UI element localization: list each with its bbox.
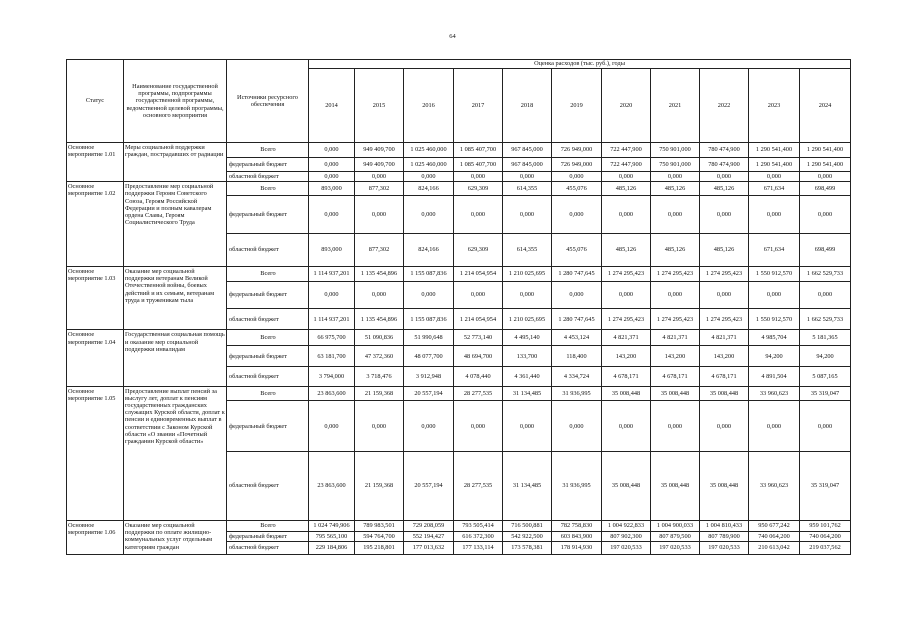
- table-row: [67, 143, 851, 158]
- value-cell: 0,000: [309, 143, 355, 158]
- sources-header: Источники ресурсного обеспечения: [227, 60, 309, 143]
- value-cell: 0,000: [309, 195, 355, 233]
- year-header: 2021: [651, 69, 700, 143]
- value-cell: 33 960,623: [749, 452, 800, 521]
- value-cell: 0,000: [602, 281, 651, 309]
- value-cell: 1 114 937,201: [309, 266, 355, 281]
- source-cell: федеральный бюджет: [227, 157, 309, 171]
- source-cell: областной бюджет: [227, 171, 309, 182]
- value-cell: 35 008,448: [700, 452, 749, 521]
- value-cell: 1 025 460,000: [404, 143, 454, 158]
- value-cell: 20 557,194: [404, 452, 454, 521]
- value-cell: 35 008,448: [651, 386, 700, 401]
- source-cell: областной бюджет: [227, 367, 309, 386]
- source-cell: федеральный бюджет: [227, 346, 309, 367]
- value-cell: 0,000: [651, 195, 700, 233]
- value-cell: 740 064,200: [800, 531, 851, 542]
- value-cell: 0,000: [552, 281, 602, 309]
- value-cell: 1 085 407,700: [454, 143, 503, 158]
- value-cell: 229 184,806: [309, 542, 355, 555]
- value-cell: 1 274 295,423: [651, 266, 700, 281]
- value-cell: 143,200: [651, 346, 700, 367]
- value-cell: 4 495,140: [503, 330, 552, 346]
- value-cell: 722 447,900: [602, 143, 651, 158]
- value-cell: 1 280 747,645: [552, 309, 602, 330]
- value-cell: 1 290 541,400: [749, 143, 800, 158]
- budget-table: [66, 59, 851, 555]
- value-cell: 0,000: [552, 195, 602, 233]
- year-header: 2023: [749, 69, 800, 143]
- value-cell: 133,700: [503, 346, 552, 367]
- value-cell: 485,126: [602, 234, 651, 267]
- value-cell: 0,000: [800, 401, 851, 452]
- value-cell: 0,000: [552, 401, 602, 452]
- table-row: [67, 520, 851, 531]
- value-cell: 0,000: [309, 157, 355, 171]
- value-cell: 143,200: [602, 346, 651, 367]
- value-cell: 0,000: [700, 195, 749, 233]
- value-cell: 1 274 295,423: [700, 266, 749, 281]
- value-cell: 0,000: [749, 195, 800, 233]
- value-cell: 143,200: [700, 346, 749, 367]
- measure-name-cell: Государственная социальная помощь и оказание мер социальной поддержки инвалидам: [124, 330, 227, 386]
- year-header: 2022: [700, 69, 749, 143]
- value-cell: 485,126: [602, 182, 651, 196]
- value-cell: 178 914,930: [552, 542, 602, 555]
- value-cell: 1 214 054,954: [454, 309, 503, 330]
- value-cell: 31 134,485: [503, 452, 552, 521]
- value-cell: 33 960,623: [749, 386, 800, 401]
- value-cell: 51 090,836: [355, 330, 404, 346]
- value-cell: 0,000: [355, 171, 404, 182]
- status-cell: Основное мероприятие 1.04: [67, 330, 124, 386]
- value-cell: 793 505,414: [454, 520, 503, 531]
- source-cell: Всего: [227, 182, 309, 196]
- value-cell: 629,309: [454, 234, 503, 267]
- source-cell: федеральный бюджет: [227, 531, 309, 542]
- value-cell: 1 004 922,833: [602, 520, 651, 531]
- value-cell: 795 565,100: [309, 531, 355, 542]
- status-cell: Основное мероприятие 1.01: [67, 143, 124, 182]
- estimate-header: Оценка расходов (тыс. руб.), годы: [309, 60, 851, 69]
- value-cell: 94,200: [800, 346, 851, 367]
- value-cell: 782 758,830: [552, 520, 602, 531]
- value-cell: 0,000: [700, 281, 749, 309]
- value-cell: 0,000: [404, 195, 454, 233]
- value-cell: 1 550 912,570: [749, 266, 800, 281]
- year-header: 2019: [552, 69, 602, 143]
- year-header: 2018: [503, 69, 552, 143]
- source-cell: Всего: [227, 520, 309, 531]
- value-cell: 485,126: [651, 182, 700, 196]
- source-cell: областной бюджет: [227, 309, 309, 330]
- value-cell: 4 891,504: [749, 367, 800, 386]
- value-cell: 197 020,533: [651, 542, 700, 555]
- value-cell: 1 135 454,896: [355, 266, 404, 281]
- value-cell: 4 821,371: [700, 330, 749, 346]
- value-cell: 1 025 460,000: [404, 157, 454, 171]
- value-cell: 0,000: [454, 281, 503, 309]
- value-cell: 0,000: [503, 401, 552, 452]
- value-cell: 1 214 054,954: [454, 266, 503, 281]
- value-cell: 48 077,700: [404, 346, 454, 367]
- value-cell: 1 280 747,645: [552, 266, 602, 281]
- value-cell: 893,000: [309, 234, 355, 267]
- value-cell: 877,302: [355, 182, 404, 196]
- value-cell: 1 274 295,423: [602, 309, 651, 330]
- value-cell: 1 662 529,733: [800, 266, 851, 281]
- value-cell: 35 319,047: [800, 452, 851, 521]
- value-cell: 877,302: [355, 234, 404, 267]
- value-cell: 1 274 295,423: [651, 309, 700, 330]
- page-number: 64: [449, 33, 456, 40]
- value-cell: 614,355: [503, 234, 552, 267]
- source-cell: областной бюджет: [227, 234, 309, 267]
- value-cell: 31 936,995: [552, 452, 602, 521]
- value-cell: 698,499: [800, 234, 851, 267]
- source-cell: областной бюджет: [227, 452, 309, 521]
- value-cell: 28 277,535: [454, 452, 503, 521]
- value-cell: 4 453,124: [552, 330, 602, 346]
- value-cell: 726 949,000: [552, 143, 602, 158]
- table-row: [67, 266, 851, 281]
- value-cell: 35 008,448: [651, 452, 700, 521]
- measure-name-cell: Оказание мер социальной поддержки ветеранам Великой Отечественной войны, боевых действий и их семьям, ветеранам труда и труженикам тыла: [124, 266, 227, 330]
- value-cell: 780 474,900: [700, 157, 749, 171]
- value-cell: 0,000: [749, 281, 800, 309]
- value-cell: 0,000: [602, 171, 651, 182]
- value-cell: 0,000: [503, 195, 552, 233]
- value-cell: 177 133,114: [454, 542, 503, 555]
- value-cell: 789 983,501: [355, 520, 404, 531]
- value-cell: 1 210 025,695: [503, 309, 552, 330]
- value-cell: 485,126: [700, 182, 749, 196]
- value-cell: 48 694,700: [454, 346, 503, 367]
- value-cell: 0,000: [800, 281, 851, 309]
- value-cell: 0,000: [700, 171, 749, 182]
- value-cell: 5 181,365: [800, 330, 851, 346]
- value-cell: 949 409,700: [355, 157, 404, 171]
- value-cell: 51 990,648: [404, 330, 454, 346]
- value-cell: 177 013,632: [404, 542, 454, 555]
- value-cell: 893,000: [309, 182, 355, 196]
- value-cell: 0,000: [800, 195, 851, 233]
- value-cell: 4 334,724: [552, 367, 602, 386]
- value-cell: 4 078,440: [454, 367, 503, 386]
- value-cell: 0,000: [602, 195, 651, 233]
- value-cell: 949 409,700: [355, 143, 404, 158]
- value-cell: 63 181,700: [309, 346, 355, 367]
- value-cell: 1 155 087,836: [404, 266, 454, 281]
- value-cell: 1 085 407,700: [454, 157, 503, 171]
- value-cell: 1 004 810,433: [700, 520, 749, 531]
- value-cell: 3 794,000: [309, 367, 355, 386]
- value-cell: 21 159,368: [355, 386, 404, 401]
- value-cell: 173 578,381: [503, 542, 552, 555]
- value-cell: 197 020,533: [602, 542, 651, 555]
- value-cell: 0,000: [552, 171, 602, 182]
- value-cell: 4 678,171: [651, 367, 700, 386]
- value-cell: 967 845,000: [503, 143, 552, 158]
- value-cell: 671,634: [749, 182, 800, 196]
- value-cell: 35 008,448: [602, 386, 651, 401]
- value-cell: 52 773,140: [454, 330, 503, 346]
- value-cell: 616 372,300: [454, 531, 503, 542]
- value-cell: 1 114 937,201: [309, 309, 355, 330]
- value-cell: 542 922,500: [503, 531, 552, 542]
- value-cell: 1 274 295,423: [700, 309, 749, 330]
- value-cell: 1 135 454,896: [355, 309, 404, 330]
- value-cell: 780 474,900: [700, 143, 749, 158]
- source-cell: Всего: [227, 266, 309, 281]
- header-row-top: [67, 60, 851, 69]
- value-cell: 195 218,801: [355, 542, 404, 555]
- value-cell: 1 024 749,906: [309, 520, 355, 531]
- value-cell: 0,000: [749, 401, 800, 452]
- value-cell: 4 985,704: [749, 330, 800, 346]
- name-header: Наименование государственной программы, подпрограммы государственной программы, ведомственной целевой программы, основного мероприятия: [124, 60, 227, 143]
- value-cell: 0,000: [454, 195, 503, 233]
- value-cell: 1 210 025,695: [503, 266, 552, 281]
- value-cell: 729 208,059: [404, 520, 454, 531]
- value-cell: 807 879,500: [651, 531, 700, 542]
- value-cell: 959 101,762: [800, 520, 851, 531]
- value-cell: 1 550 912,570: [749, 309, 800, 330]
- value-cell: 0,000: [602, 401, 651, 452]
- value-cell: 21 159,368: [355, 452, 404, 521]
- year-header: 2015: [355, 69, 404, 143]
- source-cell: Всего: [227, 330, 309, 346]
- value-cell: 23 863,600: [309, 386, 355, 401]
- value-cell: 5 087,165: [800, 367, 851, 386]
- value-cell: 4 678,171: [602, 367, 651, 386]
- status-cell: Основное мероприятие 1.02: [67, 182, 124, 267]
- value-cell: 0,000: [309, 171, 355, 182]
- value-cell: 0,000: [454, 401, 503, 452]
- source-cell: федеральный бюджет: [227, 281, 309, 309]
- value-cell: 0,000: [700, 401, 749, 452]
- value-cell: 197 020,533: [700, 542, 749, 555]
- value-cell: 0,000: [404, 401, 454, 452]
- value-cell: 485,126: [700, 234, 749, 267]
- status-header: Статус: [67, 60, 124, 143]
- value-cell: 750 901,000: [651, 157, 700, 171]
- value-cell: 671,634: [749, 234, 800, 267]
- value-cell: 722 447,900: [602, 157, 651, 171]
- value-cell: 750 901,000: [651, 143, 700, 158]
- value-cell: 23 863,600: [309, 452, 355, 521]
- value-cell: 455,076: [552, 234, 602, 267]
- value-cell: 824,166: [404, 234, 454, 267]
- value-cell: 0,000: [503, 281, 552, 309]
- value-cell: 4 821,371: [651, 330, 700, 346]
- value-cell: 0,000: [355, 401, 404, 452]
- value-cell: 0,000: [651, 171, 700, 182]
- value-cell: 726 949,000: [552, 157, 602, 171]
- value-cell: 3 718,476: [355, 367, 404, 386]
- value-cell: 1 290 541,400: [749, 157, 800, 171]
- value-cell: 1 155 087,836: [404, 309, 454, 330]
- source-cell: областной бюджет: [227, 542, 309, 555]
- value-cell: 0,000: [355, 195, 404, 233]
- value-cell: 35 319,047: [800, 386, 851, 401]
- value-cell: 0,000: [651, 281, 700, 309]
- value-cell: 94,200: [749, 346, 800, 367]
- table-row: [67, 386, 851, 401]
- status-cell: Основное мероприятие 1.03: [67, 266, 124, 330]
- value-cell: 20 557,194: [404, 386, 454, 401]
- value-cell: 0,000: [404, 171, 454, 182]
- value-cell: 0,000: [404, 281, 454, 309]
- year-header: 2014: [309, 69, 355, 143]
- value-cell: 455,076: [552, 182, 602, 196]
- source-cell: Всего: [227, 143, 309, 158]
- value-cell: 1 290 541,400: [800, 157, 851, 171]
- year-header: 2017: [454, 69, 503, 143]
- value-cell: 28 277,535: [454, 386, 503, 401]
- value-cell: 118,400: [552, 346, 602, 367]
- value-cell: 4 678,171: [700, 367, 749, 386]
- measure-name-cell: Предоставление мер социальной поддержки Героям Советского Союза, Героям Российской Федерации и полным кавалерам ордена Славы, Героям Социалистического Труда: [124, 182, 227, 267]
- value-cell: 950 677,242: [749, 520, 800, 531]
- value-cell: 4 821,371: [602, 330, 651, 346]
- source-cell: федеральный бюджет: [227, 401, 309, 452]
- value-cell: 594 764,700: [355, 531, 404, 542]
- value-cell: 603 843,900: [552, 531, 602, 542]
- value-cell: 614,355: [503, 182, 552, 196]
- value-cell: 807 902,300: [602, 531, 651, 542]
- value-cell: 35 008,448: [602, 452, 651, 521]
- value-cell: 0,000: [355, 281, 404, 309]
- value-cell: 824,166: [404, 182, 454, 196]
- value-cell: 0,000: [454, 171, 503, 182]
- value-cell: 3 912,948: [404, 367, 454, 386]
- value-cell: 698,499: [800, 182, 851, 196]
- measure-name-cell: Предоставление выплат пенсий за выслугу лет, доплат к пенсиям государственных гражданских служащих Курской области, доплат к пенсии и единовременных выплат в соответствии с Законом Курской области «О звании «Почетный гражданин Курской области»: [124, 386, 227, 520]
- measure-name-cell: Меры социальной поддержки граждан, пострадавших от радиации: [124, 143, 227, 182]
- value-cell: 219 037,562: [800, 542, 851, 555]
- value-cell: 740 064,200: [749, 531, 800, 542]
- value-cell: 31 134,485: [503, 386, 552, 401]
- value-cell: 0,000: [651, 401, 700, 452]
- value-cell: 1 290 541,400: [800, 143, 851, 158]
- status-cell: Основное мероприятие 1.05: [67, 386, 124, 520]
- value-cell: 1 004 900,033: [651, 520, 700, 531]
- year-header: 2024: [800, 69, 851, 143]
- value-cell: 0,000: [309, 401, 355, 452]
- table-row: [67, 182, 851, 196]
- value-cell: 210 613,042: [749, 542, 800, 555]
- value-cell: 1 274 295,423: [602, 266, 651, 281]
- value-cell: 716 500,881: [503, 520, 552, 531]
- value-cell: 485,126: [651, 234, 700, 267]
- table-row: [67, 330, 851, 346]
- value-cell: 35 008,448: [700, 386, 749, 401]
- value-cell: 629,309: [454, 182, 503, 196]
- value-cell: 0,000: [503, 171, 552, 182]
- value-cell: 66 975,700: [309, 330, 355, 346]
- value-cell: 0,000: [309, 281, 355, 309]
- value-cell: 47 372,360: [355, 346, 404, 367]
- value-cell: 1 662 529,733: [800, 309, 851, 330]
- source-cell: Всего: [227, 386, 309, 401]
- value-cell: 0,000: [749, 171, 800, 182]
- source-cell: федеральный бюджет: [227, 195, 309, 233]
- year-header: 2020: [602, 69, 651, 143]
- value-cell: 967 845,000: [503, 157, 552, 171]
- value-cell: 31 936,995: [552, 386, 602, 401]
- value-cell: 0,000: [800, 171, 851, 182]
- status-cell: Основное мероприятие 1.06: [67, 520, 124, 554]
- value-cell: 4 361,440: [503, 367, 552, 386]
- year-header: 2016: [404, 69, 454, 143]
- measure-name-cell: Оказание мер социальной поддержки по оплате жилищно-коммунальных услуг отдельным категориям граждан: [124, 520, 227, 554]
- value-cell: 552 194,427: [404, 531, 454, 542]
- value-cell: 807 789,900: [700, 531, 749, 542]
